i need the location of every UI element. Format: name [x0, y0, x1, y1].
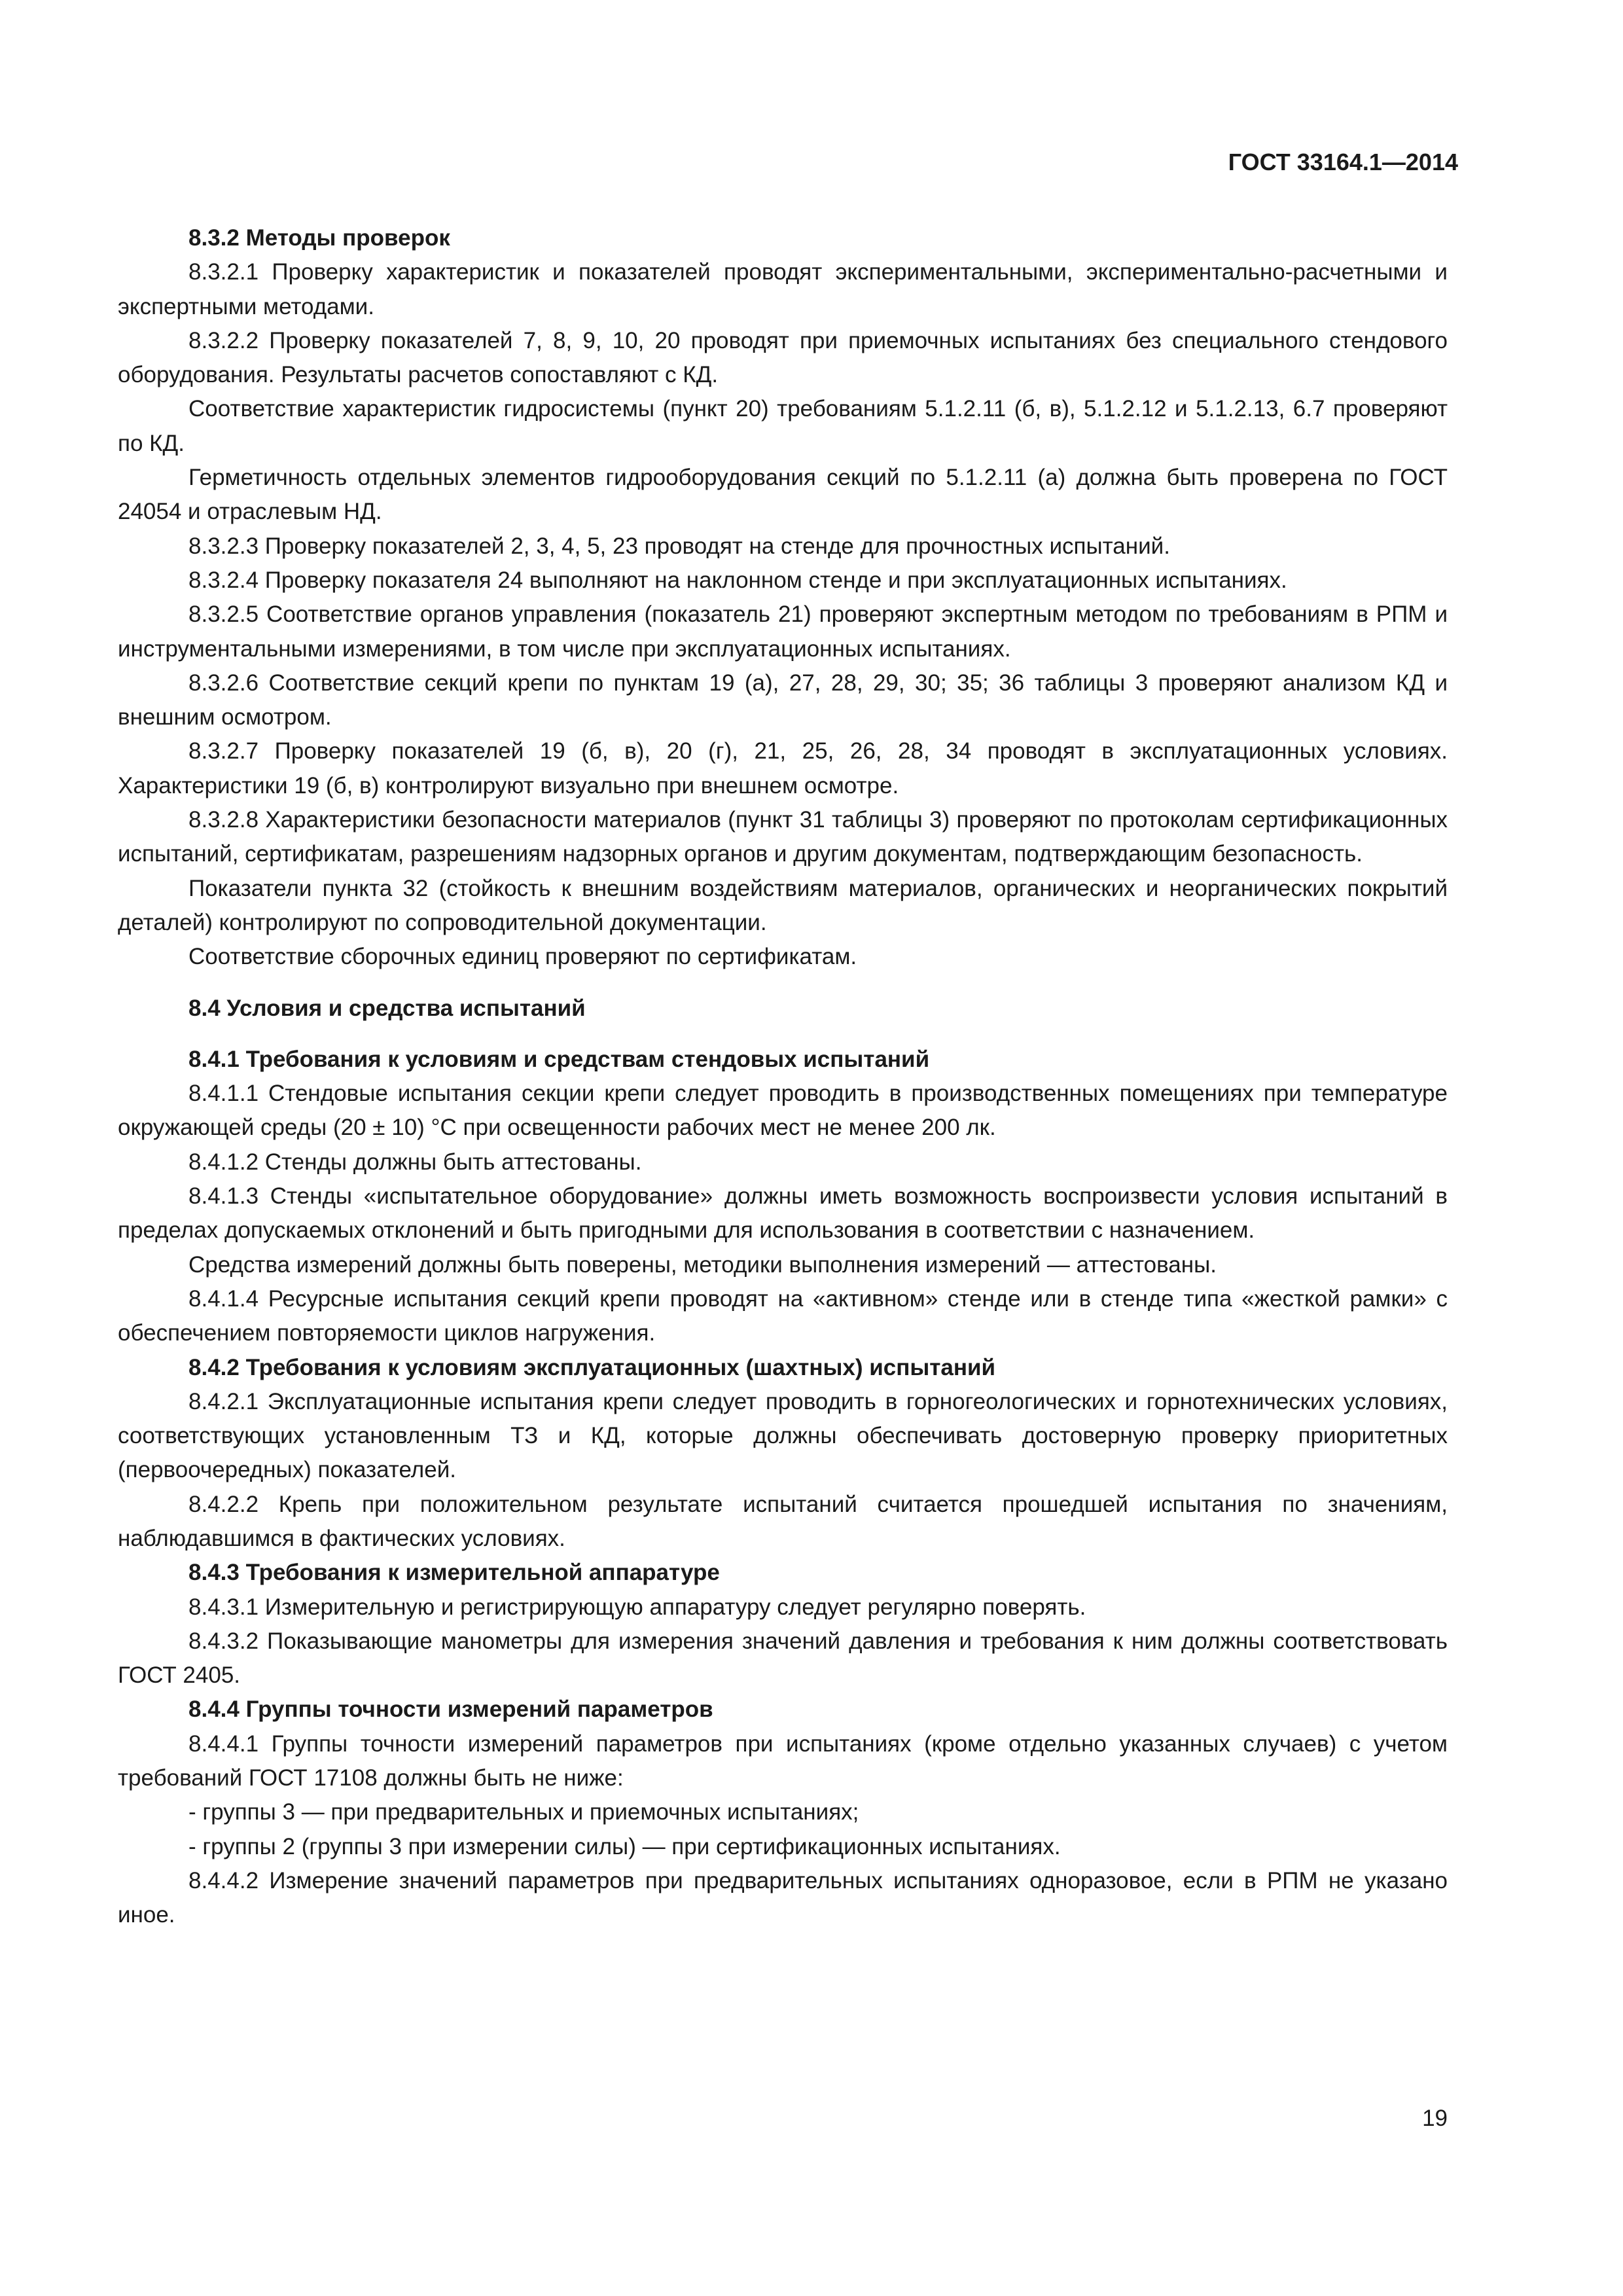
body-paragraph: 8.4.3.1 Измерительную и регистрирующую аппаратуру следует регулярно поверять. [188, 1594, 1086, 1620]
body-paragraph: 8.3.2.3 Проверку показателей 2, 3, 4, 5, 23 проводят на стенде для прочностных испытаний. [188, 533, 1170, 559]
body-paragraph: 8.4.1.4 Ресурсные испытания секций крепи проводят на «активном» стенде или в стенде типа «жесткой рамки» с обеспечением повторяемости циклов нагружения. [118, 1285, 1448, 1346]
section-heading: 8.4 Условия и средства испытаний [188, 995, 586, 1021]
body-paragraph: 8.4.2.1 Эксплуатационные испытания крепи следует проводить в горногеологических и горнотехнических условиях, соответствующих установленным ТЗ и КД, которые должны обеспечивать достоверную проверку приоритетных (первоочередных) показателей. [118, 1388, 1448, 1483]
body-paragraph: Средства измерений должны быть поверены, методики выполнения измерений — аттестованы. [188, 1251, 1217, 1278]
body-paragraph: 8.3.2.8 Характеристики безопасности материалов (пункт 31 таблицы 3) проверяют по протоколам сертификационных испытаний, сертификатам, разрешениям надзорных органов и другим документам, подтверждающим безопасность. [118, 807, 1448, 867]
body-paragraph: Герметичность отдельных элементов гидрооборудования секций по 5.1.2.11 (а) должна быть проверена по ГОСТ 24054 и отраслевым НД. [118, 465, 1448, 525]
section-heading: 8.4.3 Требования к измерительной аппаратуре [188, 1560, 720, 1586]
body-paragraph: 8.4.2.2 Крепь при положительном результате испытаний считается прошедшей испытания по значениям, наблюдавшимся в фактических условиях. [118, 1491, 1448, 1551]
body-paragraph: 8.4.1.3 Стенды «испытательное оборудование» должны иметь возможность воспроизвести условия испытаний в пределах допускаемых отклонений и быть пригодными для использования в соответствии с назначением. [118, 1183, 1448, 1244]
body-paragraph: - группы 3 — при предварительных и приемочных испытаниях; [188, 1799, 859, 1825]
body-paragraph: 8.4.4.1 Группы точности измерений параметров при испытаниях (кроме отдельно указанных случаев) с учетом требований ГОСТ 17108 должны быть не ниже: [118, 1731, 1448, 1791]
body-paragraph: 8.4.3.2 Показывающие манометры для измерения значений давления и требования к ним должны соответствовать ГОСТ 2405. [118, 1628, 1448, 1689]
section-heading: 8.4.4 Группы точности измерений параметров [188, 1696, 713, 1723]
section-spacer [118, 975, 1448, 992]
body-paragraph: Показатели пункта 32 (стойкость к внешним воздействиям материалов, органических и неорганических покрытий деталей) контролируют по сопроводительной документации. [118, 875, 1448, 935]
body-paragraph: - группы 2 (группы 3 при измерении силы) — при сертификационных испытаниях. [188, 1833, 1061, 1859]
document-body [118, 221, 1448, 1933]
body-paragraph: 8.4.1.1 Стендовые испытания секции крепи следует проводить в производственных помещениях при температуре окружающей среды (20 ± 10) °С при освещенности рабочих мест не менее 200 лк. [118, 1081, 1448, 1141]
body-paragraph: Соответствие сборочных единиц проверяют по сертификатам. [188, 944, 857, 970]
body-paragraph: 8.4.1.2 Стенды должны быть аттестованы. [188, 1149, 642, 1175]
document-id-header: ГОСТ 33164.1—2014 [1228, 149, 1458, 175]
body-paragraph: 8.3.2.1 Проверку характеристик и показателей проводят экспериментальными, экспериментально-расчетными и экспертными методами. [118, 259, 1448, 319]
section-spacer [118, 1026, 1448, 1043]
body-paragraph: 8.3.2.5 Соответствие органов управления (показатель 21) проверяют экспертным методом по требованиям в РПМ и инструментальными измерениями, в том числе при эксплуатационных испытаниях. [118, 601, 1448, 662]
body-paragraph: 8.3.2.4 Проверку показателя 24 выполняют на наклонном стенде и при эксплуатационных испытаниях. [188, 567, 1287, 593]
body-paragraph: 8.3.2.7 Проверку показателей 19 (б, в), 20 (г), 21, 25, 26, 28, 34 проводят в эксплуатационных условиях. Характеристики 19 (б, в) контролируют визуально при внешнем осмотре. [118, 738, 1448, 798]
body-paragraph: 8.4.4.2 Измерение значений параметров при предварительных испытаниях одноразовое, если в РПМ не указано иное. [118, 1867, 1448, 1928]
body-paragraph: 8.3.2.6 Соответствие секций крепи по пунктам 19 (а), 27, 28, 29, 30; 35; 36 таблицы 3 проверяют анализом КД и внешним осмотром. [118, 670, 1448, 730]
section-heading: 8.3.2 Методы проверок [188, 225, 450, 251]
body-paragraph: 8.3.2.2 Проверку показателей 7, 8, 9, 10, 20 проводят при приемочных испытаниях без специального стендового оборудования. Результаты расчетов сопоставляют с КД. [118, 327, 1448, 388]
section-heading: 8.4.2 Требования к условиям эксплуатационных (шахтных) испытаний [188, 1354, 996, 1380]
body-paragraph: Соответствие характеристик гидросистемы (пункт 20) требованиям 5.1.2.11 (б, в), 5.1.2.12 и 5.1.2.13, 6.7 проверяют по КД. [118, 396, 1448, 456]
page-number: 19 [1422, 2106, 1448, 2131]
section-heading: 8.4.1 Требования к условиям и средствам стендовых испытаний [188, 1046, 930, 1072]
